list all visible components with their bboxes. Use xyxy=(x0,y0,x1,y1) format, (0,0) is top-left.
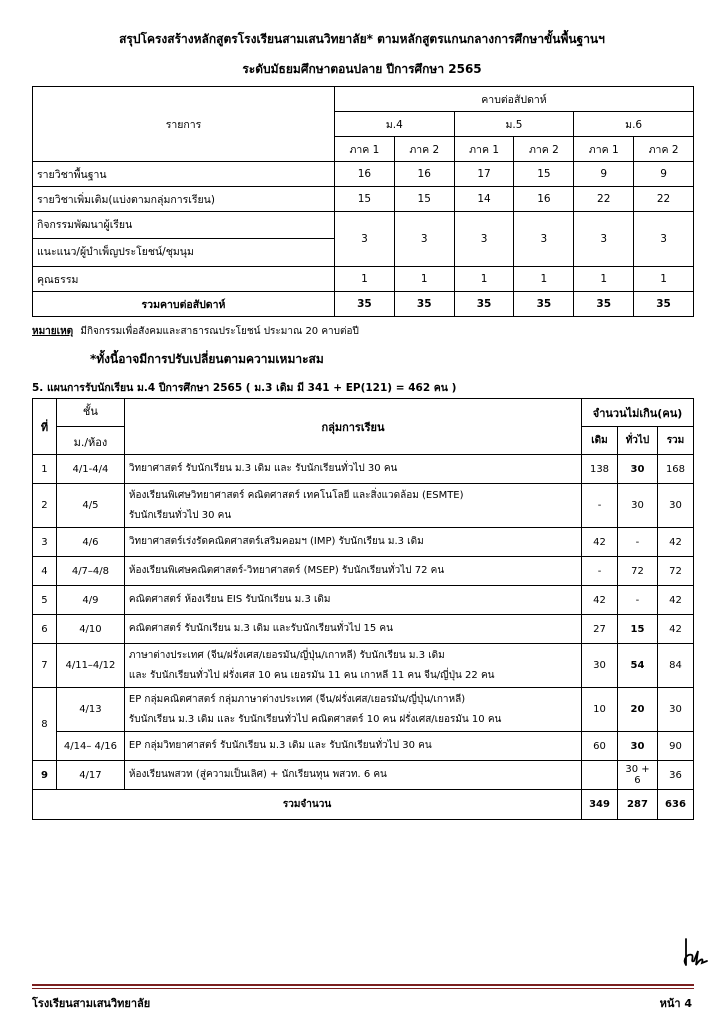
old-count: 42 xyxy=(582,528,618,557)
row-number: 7 xyxy=(33,644,57,688)
general-header: ทั่วไป xyxy=(618,427,658,455)
group-cell xyxy=(124,732,581,761)
room-range: 4/17 xyxy=(56,761,124,790)
total-count: 42 xyxy=(657,528,693,557)
old-count: - xyxy=(582,557,618,586)
row-value: 22 xyxy=(574,187,634,212)
general-count: 72 xyxy=(618,557,658,586)
old-count: - xyxy=(582,484,618,528)
term-header: ภาค 2 xyxy=(634,137,694,162)
old-count: 10 xyxy=(582,688,618,732)
old-count: 138 xyxy=(582,455,618,484)
count-header: จำนวนไม่เกิน(คน) xyxy=(582,399,694,427)
table-row xyxy=(33,187,694,212)
group-line: EP กลุ่มวิทยาศาสตร์ รับนักเรียน ม.3 เดิม และ รับนักเรียนทั่วไป 30 คน xyxy=(128,740,432,751)
old-count: 27 xyxy=(582,615,618,644)
group-line: วิทยาศาสตร์เร่งรัดคณิตศาสตร์เสริมคอมฯ (IMP) รับนักเรียน ม.3 เดิม xyxy=(128,536,424,547)
table-row xyxy=(33,162,694,187)
total-count: 72 xyxy=(657,557,693,586)
signature xyxy=(680,935,710,971)
sum-general: 287 xyxy=(618,790,658,820)
row-value: 3 xyxy=(634,212,694,267)
general-count: - xyxy=(618,586,658,615)
row-value: 15 xyxy=(335,187,395,212)
old-count: 30 xyxy=(582,644,618,688)
row-value: 3 xyxy=(514,212,574,267)
remark-label: หมายเหตุ xyxy=(32,326,74,337)
room-range: 4/13 xyxy=(56,688,124,732)
row-value: 3 xyxy=(335,212,395,267)
row-value: 15 xyxy=(394,187,454,212)
level-header xyxy=(56,399,124,455)
footer-divider xyxy=(32,988,694,989)
group-cell xyxy=(124,615,581,644)
row-value: 9 xyxy=(634,162,694,187)
group-cell xyxy=(124,484,581,528)
row-value: 3 xyxy=(394,212,454,267)
group-line: ภาษาต่างประเทศ (จีน/ฝรั่งเศส/เยอรมัน/ญี่ปุ่น/เกาหลี) รับนักเรียน ม.3 เดิม xyxy=(128,649,445,661)
group-line: คณิตศาสตร์ รับนักเรียน ม.3 เดิม และรับนักเรียนทั่วไป 15 คน xyxy=(128,623,393,634)
group-line: วิทยาศาสตร์ รับนักเรียน ม.3 เดิม และ รับนักเรียนทั่วไป 30 คน xyxy=(128,463,398,474)
term-header: ภาค 1 xyxy=(335,137,395,162)
row-value: 15 xyxy=(514,162,574,187)
room-range: 4/1-4/4 xyxy=(56,455,124,484)
group-line: EP กลุ่มคณิตศาสตร์ กลุ่มภาษาต่างประเทศ (จีน/ฝรั่งเศส/เยอรมัน/ญี่ปุ่น/เกาหลี) xyxy=(128,693,466,705)
table-row xyxy=(33,267,694,292)
term-header: ภาค 1 xyxy=(574,137,634,162)
page-number: หน้า 4 xyxy=(659,997,692,1010)
table-row xyxy=(33,761,694,790)
activity-label: กิจกรรมพัฒนาผู้เรียน xyxy=(33,212,334,239)
row-value: 17 xyxy=(454,162,514,187)
total-label: รวมคาบต่อสัปดาห์ xyxy=(33,292,335,317)
sum-row xyxy=(33,790,694,820)
old-header: เดิม xyxy=(582,427,618,455)
total-count: 30 xyxy=(657,688,693,732)
row-value: 14 xyxy=(454,187,514,212)
activity-label-cell xyxy=(33,212,335,267)
group-line: ห้องเรียนพสวท (สู่ความเป็นเลิศ) + นักเรียนทุน พสวท. 6 คน xyxy=(128,769,387,780)
total-value: 35 xyxy=(335,292,395,317)
group-header: กลุ่มการเรียน xyxy=(124,399,581,455)
grade-header: ม.6 xyxy=(574,112,694,137)
section-heading: 5. แผนการรับนักเรียน ม.4 ปีการศึกษา 2565 ( ม.3 เดิม มี 341 + EP(121) = 462 คน ) xyxy=(32,382,457,394)
row-number: 8 xyxy=(33,688,57,761)
general-count: 54 xyxy=(618,644,658,688)
total-value: 35 xyxy=(514,292,574,317)
group-line: ห้องเรียนพิเศษวิทยาศาสตร์ คณิตศาสตร์ เทคโนโลยี และสิ่งแวดล้อม (ESMTE) xyxy=(128,489,464,501)
change-notice: *ทั้งนี้อาจมีการปรับเปลี่ยนตามความเหมาะสม xyxy=(90,352,324,366)
grade-header: ม.4 xyxy=(335,112,455,137)
total-value: 35 xyxy=(394,292,454,317)
room-range: 4/6 xyxy=(56,528,124,557)
row-value: 22 xyxy=(634,187,694,212)
row-number: 2 xyxy=(33,484,57,528)
table-row xyxy=(33,615,694,644)
group-line: คณิตศาสตร์ ห้องเรียน EIS รับนักเรียน ม.3 เดิม xyxy=(128,594,331,605)
table-row xyxy=(33,732,694,761)
term-header: ภาค 1 xyxy=(454,137,514,162)
row-number: 3 xyxy=(33,528,57,557)
sum-label: รวมจำนวน xyxy=(33,790,582,820)
document-subtitle: ระดับมัธยมศึกษาตอนปลาย ปีการศึกษา 2565 xyxy=(242,62,482,76)
general-count: 15 xyxy=(618,615,658,644)
general-count: 30 xyxy=(618,455,658,484)
group-cell xyxy=(124,455,581,484)
row-value: 3 xyxy=(454,212,514,267)
row-value: 1 xyxy=(574,267,634,292)
table-row xyxy=(33,586,694,615)
old-count xyxy=(582,761,618,790)
group-line: รับนักเรียนทั่วไป 30 คน xyxy=(128,509,232,521)
level-header-line1: ชั้น xyxy=(82,405,98,418)
sum-old: 349 xyxy=(582,790,618,820)
table-row xyxy=(33,212,694,267)
footer-school-name: โรงเรียนสามเสนวิทยาลัย xyxy=(32,997,151,1010)
total-count: 42 xyxy=(657,586,693,615)
total-count: 36 xyxy=(657,761,693,790)
row-value: 1 xyxy=(335,267,395,292)
room-range: 4/11–4/12 xyxy=(56,644,124,688)
row-value: 16 xyxy=(335,162,395,187)
row-value: 9 xyxy=(574,162,634,187)
row-number: 5 xyxy=(33,586,57,615)
old-count: 42 xyxy=(582,586,618,615)
table-row xyxy=(33,557,694,586)
table-row xyxy=(33,484,694,528)
document-title: สรุปโครงสร้างหลักสูตรโรงเรียนสามเสนวิทยาลัย* ตามหลักสูตรแกนกลางการศึกษาขั้นพื้นฐานฯ xyxy=(119,32,605,46)
row-value: 1 xyxy=(514,267,574,292)
remark-text: มีกิจกรรมเพื่อสังคมและสาธารณประโยชน์ ประมาณ 20 คาบต่อปี xyxy=(80,326,359,337)
row-number: 9 xyxy=(33,761,57,790)
table-row xyxy=(33,528,694,557)
total-count: 90 xyxy=(657,732,693,761)
room-range: 4/10 xyxy=(56,615,124,644)
row-value: 16 xyxy=(514,187,574,212)
room-range: 4/5 xyxy=(56,484,124,528)
total-count: 84 xyxy=(657,644,693,688)
total-row xyxy=(33,292,694,317)
row-number: 4 xyxy=(33,557,57,586)
total-count: 30 xyxy=(657,484,693,528)
level-header-line2: ม./ห้อง xyxy=(57,426,124,451)
general-count: - xyxy=(618,528,658,557)
group-cell xyxy=(124,528,581,557)
row-value: 1 xyxy=(394,267,454,292)
general-count: 30 + 6 xyxy=(618,761,658,790)
row-label: คุณธรรม xyxy=(33,267,335,292)
row-value: 16 xyxy=(394,162,454,187)
group-cell xyxy=(124,557,581,586)
row-number: 1 xyxy=(33,455,57,484)
general-count: 30 xyxy=(618,484,658,528)
remark xyxy=(32,324,359,339)
total-value: 35 xyxy=(634,292,694,317)
room-range: 4/7–4/8 xyxy=(56,557,124,586)
table-row xyxy=(33,688,694,732)
term-header: ภาค 2 xyxy=(514,137,574,162)
row-label: รายวิชาเพิ่มเติม(แบ่งตามกลุ่มการเรียน) xyxy=(33,187,335,212)
row-number: 6 xyxy=(33,615,57,644)
row-label: รายวิชาพื้นฐาน xyxy=(33,162,335,187)
general-count: 30 xyxy=(618,732,658,761)
general-count: 20 xyxy=(618,688,658,732)
group-cell xyxy=(124,688,581,732)
item-header: รายการ xyxy=(33,87,335,162)
total-count: 42 xyxy=(657,615,693,644)
group-line: รับนักเรียน ม.3 เดิม และ รับนักเรียนทั่วไป คณิตศาสตร์ 10 คน ฝรั่งเศส/เยอรมัน 10 คน xyxy=(128,713,502,725)
room-range: 4/14– 4/16 xyxy=(56,732,124,761)
group-cell xyxy=(124,586,581,615)
row-value: 1 xyxy=(454,267,514,292)
group-line: ห้องเรียนพิเศษคณิตศาสตร์-วิทยาศาสตร์ (MSEP) รับนักเรียนทั่วไป 72 คน xyxy=(128,565,445,576)
row-value: 1 xyxy=(634,267,694,292)
admission-plan-table xyxy=(32,398,694,820)
periods-header: คาบต่อสัปดาห์ xyxy=(335,87,694,112)
room-range: 4/9 xyxy=(56,586,124,615)
grade-header: ม.5 xyxy=(454,112,574,137)
total-header: รวม xyxy=(657,427,693,455)
old-count: 60 xyxy=(582,732,618,761)
total-value: 35 xyxy=(574,292,634,317)
sum-total: 636 xyxy=(657,790,693,820)
group-cell xyxy=(124,761,581,790)
no-header: ที่ xyxy=(33,399,57,455)
group-line: และ รับนักเรียนทั่วไป ฝรั่งเศส 10 คน เยอรมัน 11 คน เกาหลี 11 คน จีน/ญี่ปุ่น 22 คน xyxy=(128,669,495,681)
table-row xyxy=(33,644,694,688)
row-value: 3 xyxy=(574,212,634,267)
total-value: 35 xyxy=(454,292,514,317)
group-cell xyxy=(124,644,581,688)
term-header: ภาค 2 xyxy=(394,137,454,162)
total-count: 168 xyxy=(657,455,693,484)
activity-sub-label: แนะแนว/ผู้บำเพ็ญประโยชน์/ชุมนุม xyxy=(37,246,194,258)
curriculum-structure-table xyxy=(32,86,694,317)
footer-divider xyxy=(32,984,694,986)
table-row xyxy=(33,455,694,484)
